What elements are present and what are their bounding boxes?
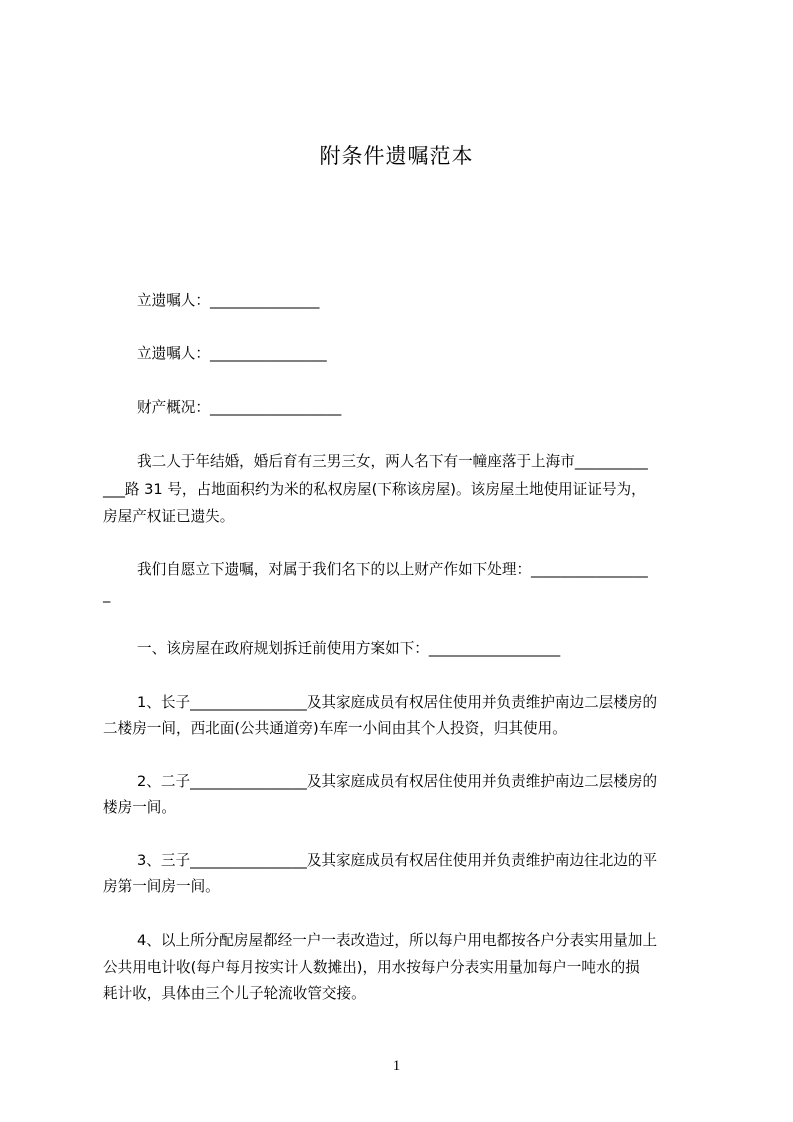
paragraph-marriage-line-3: 房屋产权证已遗失。 (103, 508, 235, 525)
property-overview-field: 财产概况：__________________ (137, 399, 342, 416)
paragraph-will-intent-line-2: _ (103, 586, 111, 603)
paragraph-marriage-line-1: 我二人于年结婚，婚后育有三男三女，两人名下有一幢座落于上海市__________ (137, 453, 648, 470)
item-4-line-3: 耗计收，具体由三个儿子轮流收管交接。 (103, 985, 366, 1002)
item-3-line-1: 3、三子________________及其家庭成员有权居住使用并负责维护南边往北边的平 (137, 852, 658, 869)
testator-field-1: 立遗嘱人：_______________ (137, 292, 320, 309)
document-title: 附条件遗嘱范本 (319, 144, 474, 168)
item-2-line-1: 2、二子________________及其家庭成员有权居住使用并负责维护南边二层楼房的 (137, 773, 658, 790)
item-1-line-1: 1、长子________________及其家庭成员有权居住使用并负责维护南边二层楼房的 (137, 694, 658, 711)
testator-field-2: 立遗嘱人：________________ (137, 345, 327, 362)
item-1-line-2: 二楼房一间，西北面(公共通道旁)车库一小间由其个人投资，归其使用。 (103, 720, 567, 737)
paragraph-marriage-line-2: ___路 31 号，占地面积约为米的私权房屋(下称该房屋)。该房屋土地使用证证号为， (103, 481, 646, 498)
page-number: 1 (392, 1058, 401, 1074)
item-4-line-1: 4、以上所分配房屋都经一户一表改造过，所以每户用电都按各户分表实用量加上 (137, 932, 658, 949)
paragraph-will-intent-line-1: 我们自愿立下遗嘱，对属于我们名下的以上财产作如下处理：________________ (137, 561, 648, 578)
item-3-line-2: 房第一间房一间。 (103, 878, 220, 895)
item-4-line-2: 公共用电计收(每户每月按实计人数摊出)，用水按每户分表实用量加每户一吨水的损 (103, 959, 640, 976)
item-2-line-2: 楼房一间。 (103, 799, 176, 816)
section-one-heading: 一、该房屋在政府规划拆迁前使用方案如下：__________________ (137, 640, 561, 657)
